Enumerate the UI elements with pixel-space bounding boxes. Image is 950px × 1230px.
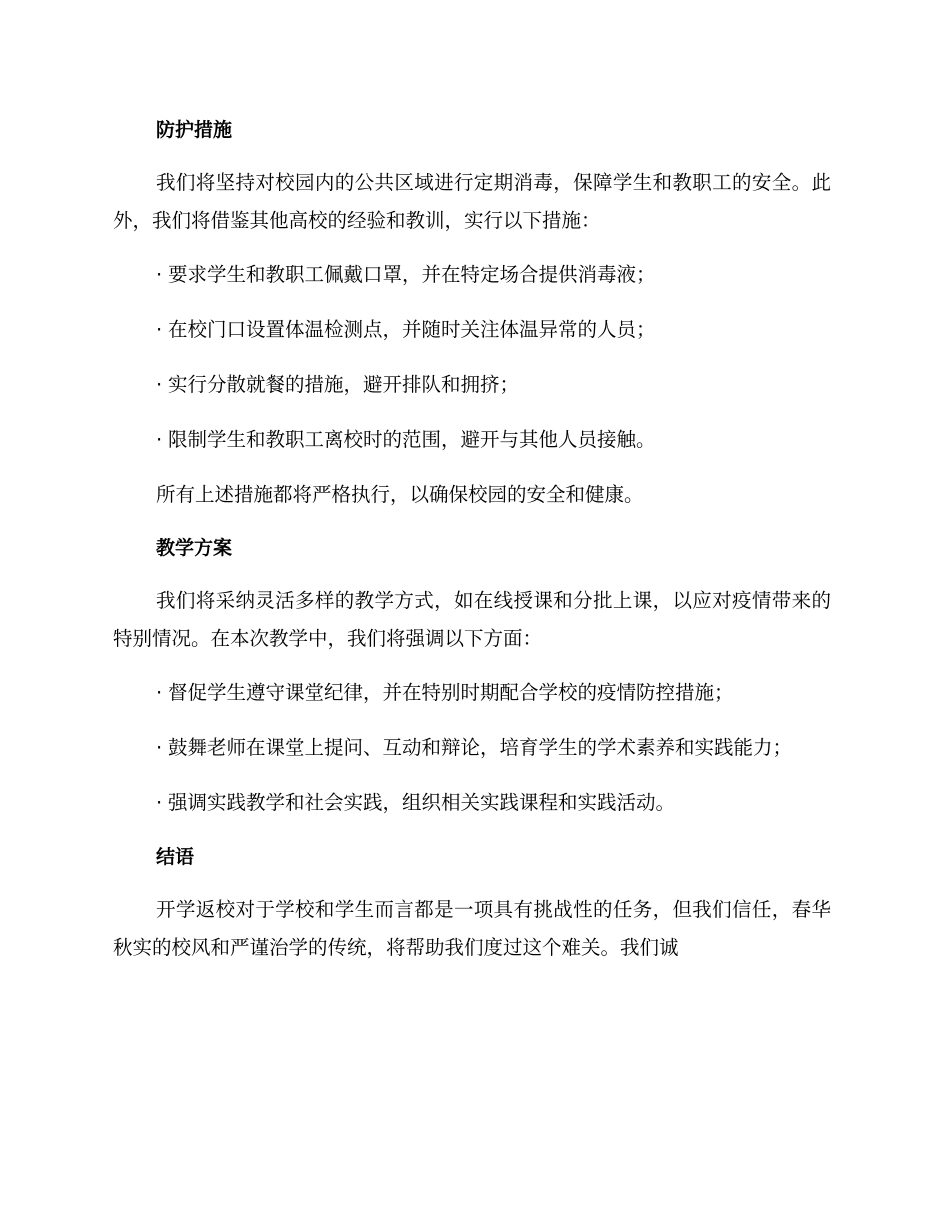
protection-intro: 我们将坚持对校园内的公共区域进行定期消毒，保障学生和教职工的安全。此外，我们将借鉴其他高校的经验和教训，实行以下措施： (113, 171, 831, 232)
list-item-text: 在校门口设置体温检测点，并随时关注体温异常的人员； (168, 318, 656, 341)
conclusion-text: 开学返校对于学校和学生而言都是一项具有挑战性的任务，但我们信任，春华秋实的校风和严谨治学的传统，将帮助我们度过这个难关。我们诚 (113, 898, 831, 959)
teaching-intro: 我们将采纳灵活多样的教学方式，如在线授课和分批上课，以应对疫情带来的特别情况。在本次教学中，我们将强调以下方面： (113, 589, 831, 650)
list-item-text: 鼓舞老师在课堂上提问、互动和辩论，培育学生的学术素养和实践能力； (168, 736, 793, 759)
list-item (113, 784, 831, 822)
list-item-text: 要求学生和教职工佩戴口罩，并在特定场合提供消毒液； (168, 263, 656, 286)
bullet-icon: · (156, 736, 163, 759)
list-item (113, 311, 831, 349)
list-item-text: 督促学生遵守课堂纪律，并在特别时期配合学校的疫情防控措施； (168, 681, 734, 704)
document-body (113, 112, 831, 983)
bullet-icon: · (156, 373, 163, 396)
list-item (113, 674, 831, 712)
list-item (113, 421, 831, 459)
bullet-icon: · (156, 681, 163, 704)
bullet-icon: · (156, 318, 163, 341)
list-item (113, 256, 831, 294)
section-heading-conclusion: 结语 (156, 846, 195, 868)
list-item (113, 366, 831, 404)
bullet-icon: · (156, 791, 163, 814)
list-item-text: 实行分散就餐的措施，避开排队和拥挤； (168, 373, 520, 396)
list-item-text: 强调实践教学和社会实践，组织相关实践课程和实践活动。 (168, 791, 676, 814)
protection-closing: 所有上述措施都将严格执行，以确保校园的安全和健康。 (156, 483, 644, 506)
section-heading-teaching: 教学方案 (156, 537, 233, 559)
bullet-icon: · (156, 428, 163, 451)
bullet-icon: · (156, 263, 163, 286)
section-heading-protection: 防护措施 (156, 119, 233, 141)
list-item (113, 729, 831, 767)
list-item-text: 限制学生和教职工离校时的范围，避开与其他人员接触。 (168, 428, 656, 451)
